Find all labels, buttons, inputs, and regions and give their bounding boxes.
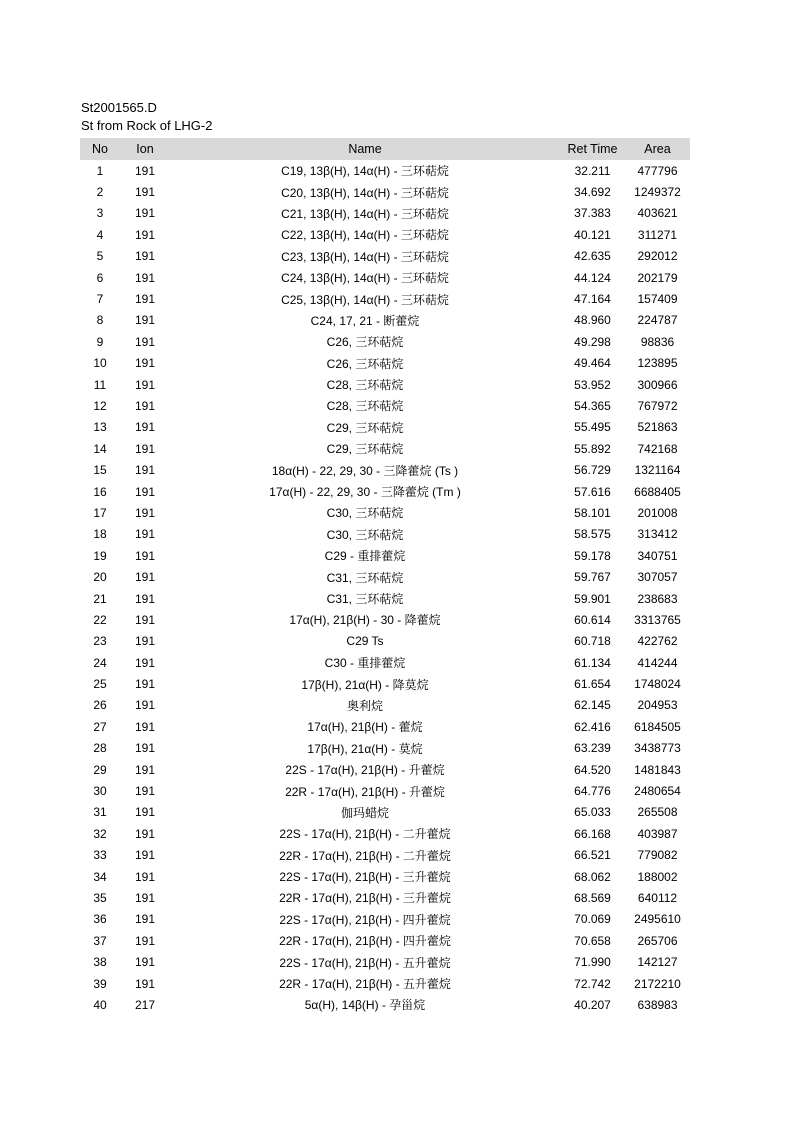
table-row	[80, 288, 690, 309]
cell-area: 224787	[637, 313, 678, 328]
cell-ion: 191	[134, 441, 156, 456]
table-row	[80, 631, 690, 652]
table-row	[80, 887, 690, 908]
cell-ret-time: 68.569	[574, 890, 611, 905]
cell-no: 35	[93, 890, 107, 905]
cell-area: 340751	[637, 548, 678, 563]
cell-area: 142127	[637, 955, 678, 970]
cell-area: 98836	[640, 334, 675, 349]
cell-area: 6184505	[634, 719, 681, 734]
cell-no: 22	[93, 612, 107, 627]
table-row	[80, 695, 690, 716]
cell-no: 21	[93, 591, 107, 606]
cell-ion: 191	[134, 270, 156, 285]
cell-no: 24	[93, 655, 107, 670]
cell-no: 5	[96, 249, 104, 264]
header-row	[80, 138, 690, 160]
cell-ret-time: 71.990	[574, 955, 611, 970]
cell-area: 403987	[637, 826, 678, 841]
col-header-ion: Ion	[136, 142, 154, 156]
cell-ion: 191	[134, 762, 156, 777]
table-row	[80, 438, 690, 459]
cell-area: 414244	[637, 655, 678, 670]
cell-ion: 191	[134, 420, 156, 435]
cell-no: 16	[93, 484, 107, 499]
cell-ret-time: 61.134	[574, 655, 611, 670]
cell-ret-time: 55.495	[574, 420, 611, 435]
cell-name: 奥利烷	[346, 698, 383, 713]
cell-area: 6688405	[634, 484, 681, 499]
cell-no: 27	[93, 719, 107, 734]
cell-area: 157409	[637, 292, 678, 307]
cell-no: 23	[93, 634, 107, 649]
cell-ret-time: 57.616	[574, 484, 611, 499]
table-row	[80, 823, 690, 844]
cell-name: 22R - 17α(H), 21β(H) - 五升藿烷	[279, 977, 451, 992]
cell-ret-time: 60.614	[574, 612, 611, 627]
table-row	[80, 609, 690, 630]
col-header-name: Name	[348, 142, 382, 156]
cell-name: C30 - 重排藿烷	[324, 656, 406, 671]
cell-no: 39	[93, 976, 107, 991]
cell-ion: 191	[134, 677, 156, 692]
cell-name: C30, 三环萜烷	[326, 506, 404, 521]
cell-ret-time: 42.635	[574, 249, 611, 264]
cell-no: 7	[96, 292, 104, 307]
cell-ion: 191	[134, 206, 156, 221]
cell-ret-time: 47.164	[574, 292, 611, 307]
cell-area: 202179	[637, 270, 678, 285]
document-header	[81, 99, 212, 135]
table-row	[80, 588, 690, 609]
table-header	[80, 138, 690, 160]
cell-ret-time: 59.767	[574, 570, 611, 585]
cell-area: 265706	[637, 933, 678, 948]
cell-ion: 191	[134, 976, 156, 991]
cell-no: 28	[93, 741, 107, 756]
table-row	[80, 246, 690, 267]
cell-ion: 191	[134, 484, 156, 499]
cell-area: 2480654	[634, 784, 681, 799]
cell-area: 779082	[637, 848, 678, 863]
table-row	[80, 930, 690, 951]
cell-area: 204953	[637, 698, 678, 713]
cell-name: C21, 13β(H), 14α(H) - 三环萜烷	[281, 206, 449, 221]
cell-area: 638983	[637, 997, 678, 1012]
cell-ret-time: 49.464	[574, 356, 611, 371]
table-row	[80, 780, 690, 801]
cell-name: C28, 三环萜烷	[326, 399, 404, 414]
cell-ret-time: 37.383	[574, 206, 611, 221]
table-row	[80, 951, 690, 972]
cell-no: 4	[96, 227, 104, 242]
table-row	[80, 994, 690, 1015]
cell-name: 17α(H) - 22, 29, 30 - 三降藿烷 (Tm )	[269, 485, 461, 500]
cell-ion: 191	[134, 848, 156, 863]
cell-area: 2495610	[634, 912, 681, 927]
cell-name: C25, 13β(H), 14α(H) - 三环萜烷	[281, 292, 449, 307]
table-row	[80, 331, 690, 352]
cell-no: 14	[93, 441, 107, 456]
cell-ion: 191	[134, 292, 156, 307]
table-row	[80, 524, 690, 545]
table-row	[80, 502, 690, 523]
table-row	[80, 566, 690, 587]
cell-name: C29, 三环萜烷	[326, 442, 404, 457]
file-name: St2001565.D	[81, 100, 157, 115]
table-row	[80, 417, 690, 438]
table-row	[80, 973, 690, 994]
cell-name: 17β(H), 21α(H) - 降莫烷	[301, 677, 429, 692]
cell-name: 22S - 17α(H), 21β(H) - 二升藿烷	[279, 827, 451, 842]
cell-name: 5α(H), 14β(H) - 孕甾烷	[304, 998, 426, 1013]
cell-no: 26	[93, 698, 107, 713]
cell-ion: 191	[134, 869, 156, 884]
cell-ret-time: 62.416	[574, 719, 611, 734]
cell-name: 18α(H) - 22, 29, 30 - 三降藿烷 (Ts )	[271, 463, 459, 478]
cell-ret-time: 63.239	[574, 741, 611, 756]
table-row	[80, 459, 690, 480]
cell-area: 3438773	[634, 741, 681, 756]
cell-area: 313412	[637, 527, 678, 542]
cell-ret-time: 40.121	[574, 227, 611, 242]
cell-ion: 191	[134, 741, 156, 756]
col-header-ret-time: Ret Time	[567, 142, 618, 156]
cell-no: 1	[96, 163, 104, 178]
table-body	[80, 160, 690, 1016]
cell-name: C20, 13β(H), 14α(H) - 三环萜烷	[281, 185, 449, 200]
cell-no: 13	[93, 420, 107, 435]
cell-area: 1481843	[634, 762, 681, 777]
cell-area: 311271	[637, 227, 678, 242]
cell-no: 37	[93, 933, 107, 948]
cell-ret-time: 70.658	[574, 933, 611, 948]
table-row	[80, 866, 690, 887]
col-header-no: No	[92, 142, 108, 156]
cell-area: 3313765	[634, 612, 681, 627]
table-row	[80, 395, 690, 416]
cell-no: 17	[93, 505, 107, 520]
cell-ret-time: 66.521	[574, 848, 611, 863]
table-row	[80, 802, 690, 823]
sample-name: St from Rock of LHG-2	[81, 118, 213, 133]
cell-area: 521863	[637, 420, 678, 435]
cell-no: 25	[93, 677, 107, 692]
cell-name: C31, 三环萜烷	[326, 570, 404, 585]
cell-ion: 191	[134, 163, 156, 178]
cell-ret-time: 44.124	[574, 270, 611, 285]
cell-ret-time: 66.168	[574, 826, 611, 841]
cell-ret-time: 59.178	[574, 548, 611, 563]
cell-ret-time: 68.062	[574, 869, 611, 884]
table-row	[80, 224, 690, 245]
cell-name: 22S - 17α(H), 21β(H) - 五升藿烷	[279, 955, 451, 970]
col-header-area: Area	[644, 142, 671, 156]
cell-area: 767972	[637, 398, 678, 413]
cell-no: 6	[96, 270, 104, 285]
cell-area: 292012	[637, 249, 678, 264]
cell-no: 32	[93, 826, 107, 841]
table-row	[80, 160, 690, 181]
cell-ret-time: 54.365	[574, 398, 611, 413]
cell-name: 17α(H), 21β(H) - 藿烷	[307, 720, 423, 735]
cell-area: 640112	[637, 890, 678, 905]
cell-name: C28, 三环萜烷	[326, 378, 404, 393]
table-row	[80, 310, 690, 331]
cell-no: 40	[93, 997, 107, 1012]
cell-ret-time: 32.211	[574, 163, 611, 178]
cell-no: 30	[93, 784, 107, 799]
cell-ion: 191	[134, 826, 156, 841]
table-row	[80, 203, 690, 224]
cell-ion: 191	[134, 334, 156, 349]
cell-no: 8	[96, 313, 104, 328]
cell-no: 33	[93, 848, 107, 863]
cell-name: C30, 三环萜烷	[326, 527, 404, 542]
cell-ret-time: 55.892	[574, 441, 611, 456]
table-row	[80, 845, 690, 866]
cell-ret-time: 48.960	[574, 313, 611, 328]
cell-name: C24, 13β(H), 14α(H) - 三环萜烷	[281, 271, 449, 286]
table-row	[80, 353, 690, 374]
cell-ion: 191	[134, 591, 156, 606]
cell-ion: 191	[134, 655, 156, 670]
cell-area: 1748024	[634, 677, 681, 692]
cell-name: 22S - 17α(H), 21β(H) - 四升藿烷	[279, 912, 451, 927]
table-row	[80, 673, 690, 694]
table-row	[80, 481, 690, 502]
cell-ret-time: 53.952	[574, 377, 611, 392]
cell-area: 201008	[637, 505, 678, 520]
cell-area: 300966	[637, 377, 678, 392]
cell-name: C29, 三环萜烷	[326, 420, 404, 435]
cell-name: 17β(H), 21α(H) - 莫烷	[307, 741, 423, 756]
cell-no: 10	[93, 356, 107, 371]
cell-name: 17α(H), 21β(H) - 30 - 降藿烷	[289, 613, 441, 628]
cell-ret-time: 64.520	[574, 762, 611, 777]
cell-ion: 191	[134, 463, 156, 478]
table-row	[80, 909, 690, 930]
cell-ion: 191	[134, 698, 156, 713]
cell-ret-time: 62.145	[574, 698, 611, 713]
cell-name: 22R - 17α(H), 21β(H) - 二升藿烷	[279, 848, 451, 863]
cell-ret-time: 58.575	[574, 527, 611, 542]
cell-name: C19, 13β(H), 14α(H) - 三环萜烷	[281, 164, 449, 179]
table-row	[80, 759, 690, 780]
cell-ion: 191	[134, 527, 156, 542]
cell-area: 1321164	[634, 463, 681, 478]
cell-name: 22R - 17α(H), 21β(H) - 升藿烷	[285, 784, 445, 799]
cell-ion: 191	[134, 612, 156, 627]
cell-area: 307057	[637, 570, 678, 585]
table-row	[80, 181, 690, 202]
table-row	[80, 545, 690, 566]
cell-ret-time: 58.101	[574, 505, 611, 520]
cell-no: 11	[93, 377, 107, 392]
cell-ion: 191	[134, 227, 156, 242]
table-row	[80, 267, 690, 288]
table-row	[80, 652, 690, 673]
cell-area: 238683	[637, 591, 678, 606]
cell-no: 29	[93, 762, 107, 777]
cell-name: 22S - 17α(H), 21β(H) - 升藿烷	[285, 763, 445, 778]
cell-no: 31	[93, 805, 107, 820]
table-row	[80, 716, 690, 737]
cell-ret-time: 72.742	[574, 976, 611, 991]
cell-ion: 191	[134, 548, 156, 563]
cell-ion: 191	[134, 784, 156, 799]
cell-ret-time: 40.207	[574, 997, 611, 1012]
cell-ion: 191	[134, 805, 156, 820]
cell-area: 188002	[637, 869, 678, 884]
cell-no: 34	[93, 869, 107, 884]
cell-no: 12	[93, 398, 107, 413]
cell-name: 22R - 17α(H), 21β(H) - 三升藿烷	[279, 891, 451, 906]
cell-no: 9	[96, 334, 104, 349]
cell-ion: 191	[134, 933, 156, 948]
cell-name: C29 - 重排藿烷	[324, 549, 406, 564]
cell-area: 1249372	[634, 185, 681, 200]
table-row	[80, 374, 690, 395]
cell-no: 18	[93, 527, 107, 542]
cell-ion: 191	[134, 398, 156, 413]
cell-ion: 191	[134, 570, 156, 585]
cell-ret-time: 64.776	[574, 784, 611, 799]
cell-ion: 191	[134, 249, 156, 264]
cell-ret-time: 49.298	[574, 334, 611, 349]
cell-no: 36	[93, 912, 107, 927]
cell-no: 15	[93, 463, 107, 478]
cell-ret-time: 59.901	[574, 591, 611, 606]
cell-name: C22, 13β(H), 14α(H) - 三环萜烷	[281, 228, 449, 243]
cell-ret-time: 34.692	[574, 185, 611, 200]
cell-no: 2	[96, 185, 104, 200]
cell-ion: 191	[134, 377, 156, 392]
cell-name: C26, 三环萜烷	[326, 335, 404, 350]
cell-ion: 191	[134, 634, 156, 649]
cell-area: 123895	[637, 356, 678, 371]
cell-ret-time: 60.718	[574, 634, 611, 649]
cell-name: C31, 三环萜烷	[326, 592, 404, 606]
cell-name: C24, 17, 21 - 断藿烷	[310, 313, 420, 328]
cell-ion: 217	[134, 997, 156, 1012]
cell-ret-time: 65.033	[574, 805, 611, 820]
cell-name: C23, 13β(H), 14α(H) - 三环萜烷	[281, 249, 449, 264]
cell-area: 742168	[637, 441, 678, 456]
cell-area: 422762	[637, 634, 678, 649]
cell-no: 19	[93, 548, 107, 563]
cell-name: C29 Ts	[346, 634, 384, 649]
cell-ret-time: 61.654	[574, 677, 611, 692]
cell-ion: 191	[134, 955, 156, 970]
cell-ion: 191	[134, 912, 156, 927]
cell-name: 伽玛蜡烷	[340, 805, 389, 820]
cell-name: C26, 三环萜烷	[326, 356, 404, 371]
cell-ret-time: 56.729	[574, 463, 611, 478]
cell-ion: 191	[134, 185, 156, 200]
cell-name: 22R - 17α(H), 21β(H) - 四升藿烷	[279, 934, 451, 949]
cell-area: 265508	[637, 805, 678, 820]
table-row	[80, 738, 690, 759]
cell-no: 38	[93, 955, 107, 970]
cell-ret-time: 70.069	[574, 912, 611, 927]
cell-ion: 191	[134, 313, 156, 328]
cell-no: 20	[93, 570, 107, 585]
cell-ion: 191	[134, 890, 156, 905]
cell-area: 403621	[637, 206, 678, 221]
cell-ion: 191	[134, 356, 156, 371]
compound-table	[80, 138, 690, 1016]
cell-area: 2172210	[634, 976, 681, 991]
cell-no: 3	[96, 206, 104, 221]
cell-area: 477796	[637, 163, 678, 178]
cell-name: 22S - 17α(H), 21β(H) - 三升藿烷	[279, 870, 451, 885]
cell-ion: 191	[134, 719, 156, 734]
cell-ion: 191	[134, 505, 156, 520]
